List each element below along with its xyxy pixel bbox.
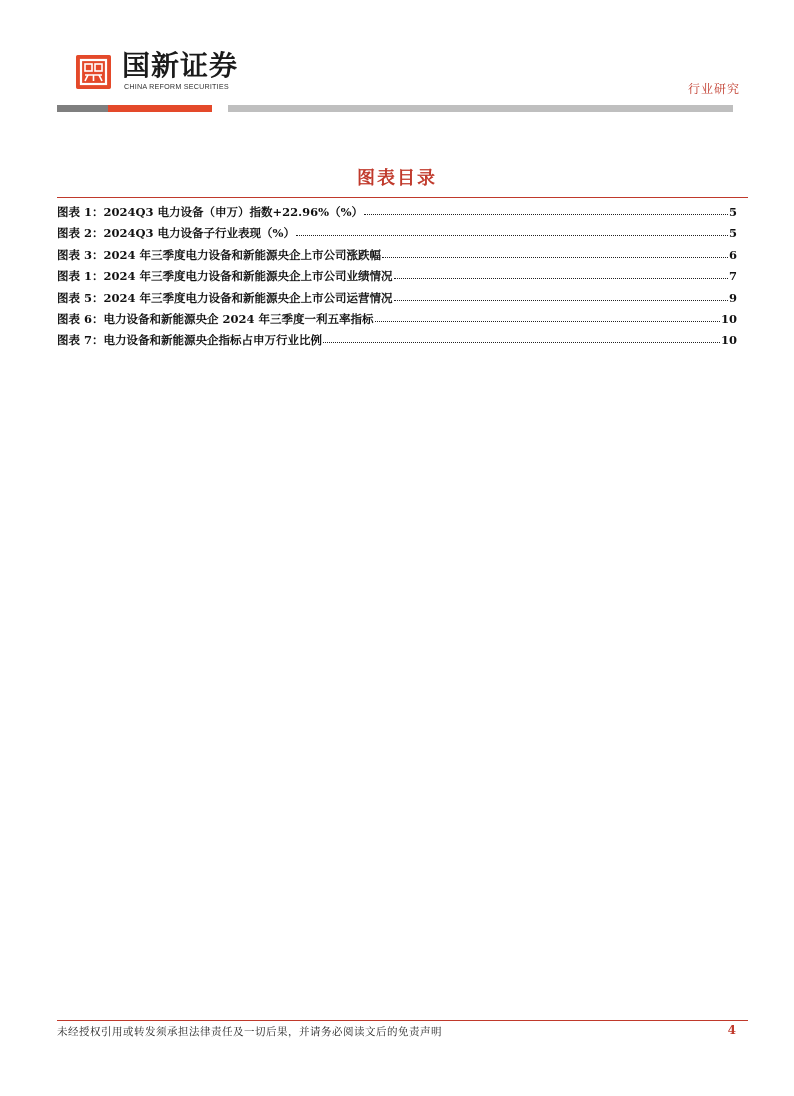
- page-header: [0, 0, 794, 120]
- toc-entry-label: 图表 1：2024 年三季度电力设备和新能源央企上市公司业绩情况: [57, 269, 393, 284]
- toc-entry-page: 10: [720, 333, 737, 348]
- toc-entry[interactable]: [57, 308, 737, 329]
- header-rule-red: [108, 105, 212, 112]
- toc-entry-label: 图表 3：2024 年三季度电力设备和新能源央企上市公司涨跌幅: [57, 247, 382, 262]
- dot-leader: [364, 200, 728, 215]
- company-name: 国新证券: [122, 49, 239, 82]
- toc-entry-page: 5: [728, 226, 737, 241]
- dot-leader: [323, 328, 720, 343]
- toc-title: 图表目录: [357, 168, 437, 189]
- dot-leader: [394, 264, 728, 279]
- page-number: 4: [727, 1023, 736, 1037]
- toc-title-rule: [57, 197, 748, 198]
- toc-entry[interactable]: [57, 201, 737, 222]
- header-rule-gray: [57, 105, 108, 112]
- toc-entry-label: 图表 1：2024Q3 电力设备（申万）指数+22.96%（%）: [57, 205, 364, 219]
- company-logo-icon: [76, 55, 111, 89]
- toc-entry-label: 图表 2：2024Q3 电力设备子行业表现（%）: [57, 226, 295, 241]
- toc-entry[interactable]: [57, 329, 737, 350]
- toc-entry-label: 图表 6：电力设备和新能源央企 2024 年三季度一利五率指标: [57, 311, 374, 326]
- toc-entry-page: 7: [728, 269, 737, 284]
- toc-entry-page: 5: [728, 205, 737, 219]
- toc-entry[interactable]: [57, 265, 737, 286]
- toc-entry[interactable]: [57, 222, 737, 243]
- company-name-english: CHINA REFORM SECURITIES: [124, 82, 229, 91]
- dot-leader: [375, 307, 720, 322]
- toc-entry-label: 图表 5：2024 年三季度电力设备和新能源央企上市公司运营情况: [57, 290, 393, 305]
- toc-entry-page: 6: [728, 247, 737, 262]
- toc-list: [57, 201, 737, 351]
- footer-rule: [57, 1020, 748, 1021]
- dot-leader: [296, 221, 728, 236]
- dot-leader: [382, 243, 728, 258]
- footer-disclaimer: 未经授权引用或转发须承担法律责任及一切后果，并请务必阅读文后的免责声明: [57, 1026, 442, 1038]
- toc-entry[interactable]: [57, 244, 737, 265]
- toc-entry-page: 10: [720, 311, 737, 326]
- toc-entry-label: 图表 7：电力设备和新能源央企指标占申万行业比例: [57, 333, 323, 348]
- toc-entry[interactable]: [57, 287, 737, 308]
- dot-leader: [394, 286, 728, 301]
- report-type-label: 行业研究: [687, 82, 740, 96]
- header-rule-light: [228, 105, 733, 112]
- toc-entry-page: 9: [728, 290, 737, 305]
